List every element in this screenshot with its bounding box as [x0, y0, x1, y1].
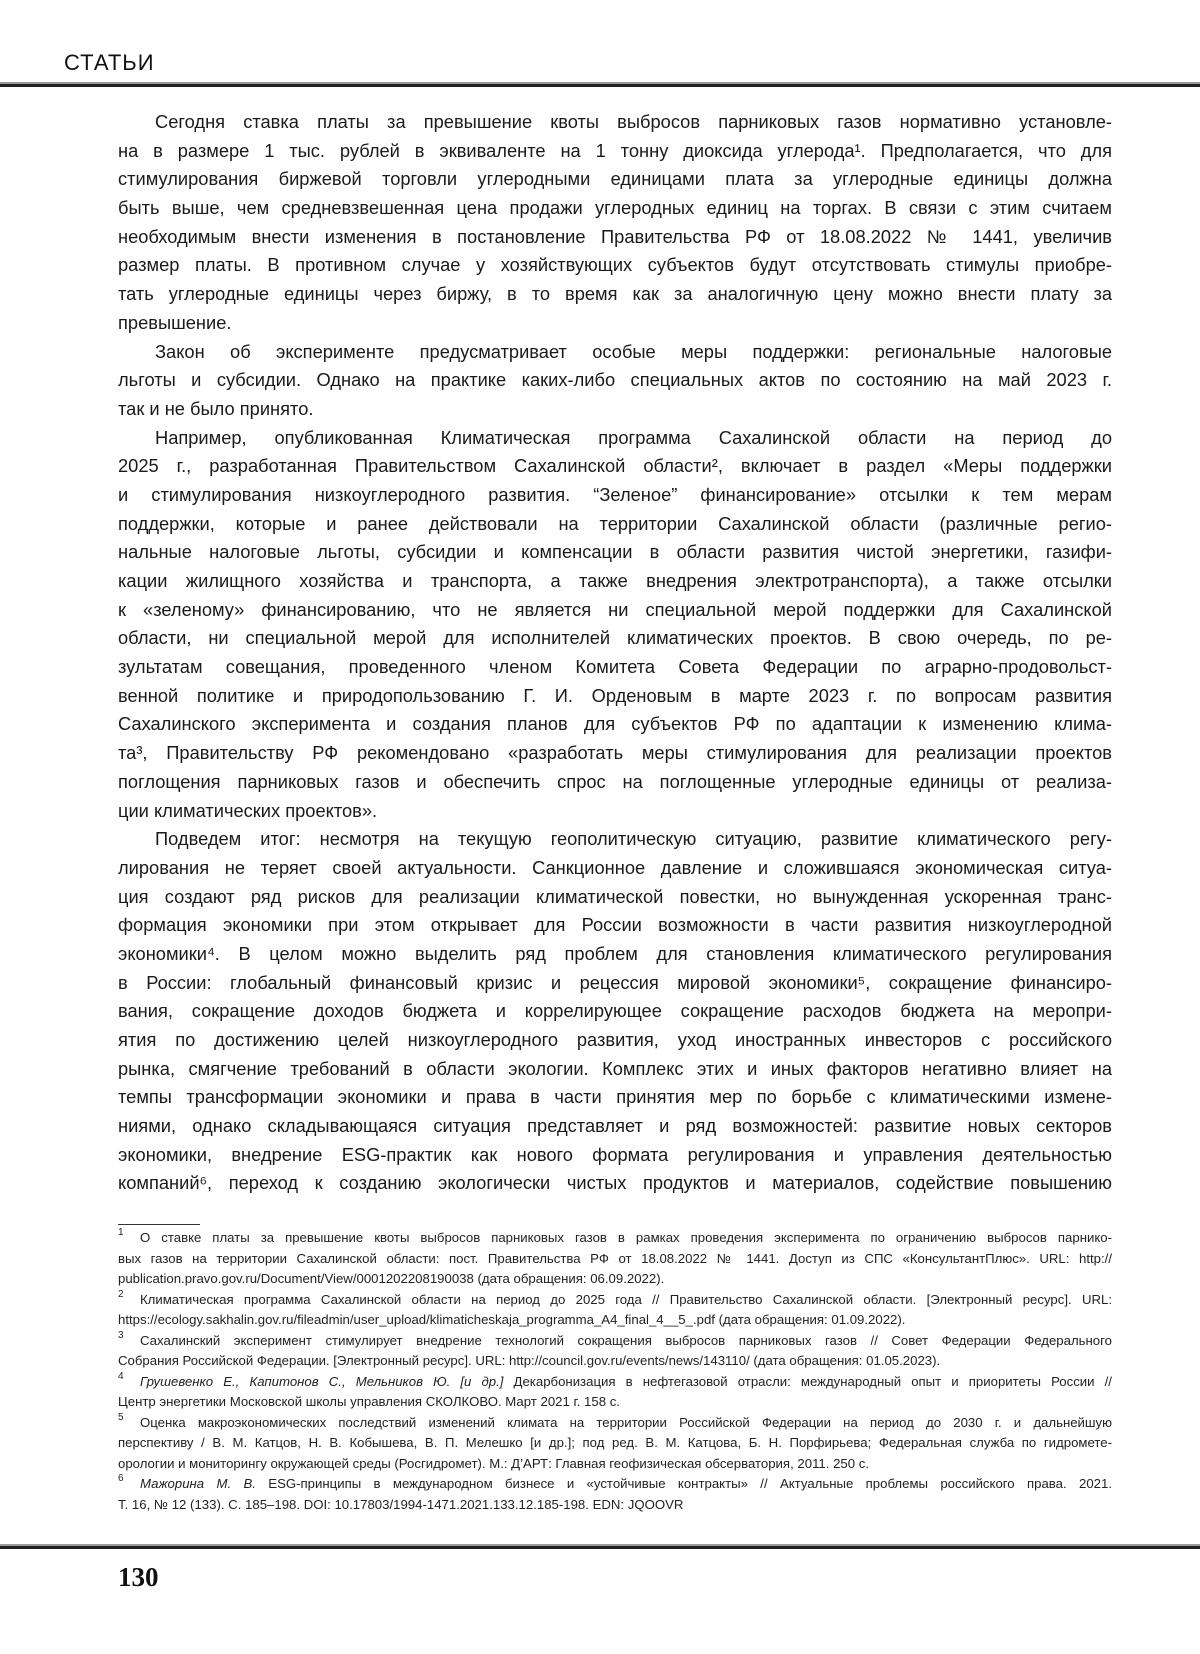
- text-line: поддержки, которые и ранее действовали на территории Сахалинской области (различные регио-: [118, 510, 1112, 539]
- footnote-line: [118, 1372, 1112, 1393]
- text-line: превышение.: [118, 309, 1112, 338]
- text-line: к «зеленому» финансированию, что не является ни специальной мерой поддержки для Сахалинской: [118, 596, 1112, 625]
- text-line: рынка, смягчение требований в области экологии. Комплекс этих и иных факторов негативно влияет на: [118, 1055, 1112, 1084]
- footnote-text: перспективу / В. М. Катцов, Н. В. Кобышева, В. П. Мелешко [и др.]; под ред. В. М. Катцова, Б. Н. Порфирьева; Федеральная служба по гидромете-: [118, 1435, 1112, 1450]
- footnote-line: [118, 1392, 1112, 1413]
- footnote-line: [118, 1249, 1112, 1270]
- footnote-divider: [118, 1224, 200, 1225]
- footnote: [118, 1474, 1112, 1515]
- text-line: Подведем итог: несмотря на текущую геополитическую ситуацию, развитие климатического регу-: [118, 825, 1112, 854]
- text-line: так и не было принято.: [118, 395, 1112, 424]
- text-line: лирования не теряет своей актуальности. Санкционное давление и сложившаяся экономическая ситуа-: [118, 854, 1112, 883]
- paragraph: [118, 108, 1112, 338]
- footnote: [118, 1290, 1112, 1331]
- footnote-line: [118, 1351, 1112, 1372]
- text-line: Закон об эксперименте предусматривает особые меры поддержки: региональные налоговые: [118, 338, 1112, 367]
- footnote-line: [118, 1454, 1112, 1475]
- footnote-text: publication.pravo.gov.ru/Document/View/0001202208190038 (дата обращения: 06.09.2022).: [118, 1271, 664, 1286]
- text-line: Сахалинского эксперимента и создания планов для субъектов РФ по адаптации к изменению клима-: [118, 710, 1112, 739]
- text-line: тать углеродные единицы через биржу, в то время как за аналогичную цену можно внести плату за: [118, 280, 1112, 309]
- footnote-text: Центр энергетики Московской школы управления СКОЛКОВО. Март 2021 г. 158 с.: [118, 1394, 620, 1409]
- text-line: и стимулирования низкоуглеродного развития. “Зеленое” финансирование» отсылки к тем мерам: [118, 481, 1112, 510]
- footnote-line: [118, 1474, 1112, 1495]
- text-line: на в размере 1 тыс. рублей в эквиваленте на 1 тонну диоксида углерода¹. Предполагается, что для: [118, 137, 1112, 166]
- section-header: СТАТЬИ: [64, 50, 155, 76]
- text-line: поглощения парниковых газов и обеспечить спрос на поглощенные углеродные единицы от реализа-: [118, 768, 1112, 797]
- text-line: 2025 г., разработанная Правительством Сахалинской области², включает в раздел «Меры поддержки: [118, 452, 1112, 481]
- paragraph: [118, 338, 1112, 424]
- text-line: размер платы. В противном случае у хозяйствующих субъектов будут отсутствовать стимулы приобре-: [118, 251, 1112, 280]
- footnote-author: Грушевенко Е., Капитонов С., Мельников Ю. [и др.]: [140, 1374, 503, 1389]
- footnote-line: [118, 1269, 1112, 1290]
- footnote-line: [118, 1290, 1112, 1311]
- footnote-line: [118, 1310, 1112, 1331]
- footer-divider: [0, 1544, 1200, 1549]
- text-line: экономики, внедрение ESG-практик как нового формата регулирования и управления деятельностью: [118, 1141, 1112, 1170]
- footnote-line: [118, 1413, 1112, 1434]
- footnote-text: Декарбонизация в нефтегазовой отрасли: международный опыт и приоритеты России //: [503, 1374, 1112, 1389]
- footnote: [118, 1228, 1112, 1290]
- text-line: необходимым внести изменения в постановление Правительства РФ от 18.08.2022 № 1441, увеличив: [118, 223, 1112, 252]
- text-line: венной политике и природопользованию Г. И. Орденовым в марте 2023 г. по вопросам развития: [118, 682, 1112, 711]
- text-line: стимулирования биржевой торговли углеродными единицами плата за углеродные единицы должна: [118, 165, 1112, 194]
- footnote: [118, 1372, 1112, 1413]
- paragraph: [118, 424, 1112, 826]
- footnote-text: Оценка макроэкономических последствий изменений климата на территории Российской Федерации на период до 2030 г. и дальнейшую: [140, 1415, 1112, 1430]
- footnote-number: 2: [118, 1285, 124, 1306]
- footnote-text: вых газов на территории Сахалинской области: пост. Правительства РФ от 18.08.2022 № 1441. Доступ из СПС «КонсультантПлюс». URL: http://: [118, 1251, 1112, 1266]
- footnote-line: [118, 1228, 1112, 1249]
- footnote-number: 3: [118, 1326, 124, 1347]
- text-line: ция создают ряд рисков для реализации климатической повестки, но вынужденная ускоренная транс-: [118, 883, 1112, 912]
- footnote-text: орологии и мониторингу окружающей среды (Росгидромет). М.: Д’АРТ: Главная геофизическая обсерватория, 2011. 250 с.: [118, 1456, 869, 1471]
- text-line: области, ни специальной мерой для исполнителей климатических проектов. В свою очередь, по ре-: [118, 624, 1112, 653]
- footnote: [118, 1413, 1112, 1475]
- footnote-number: 5: [118, 1408, 124, 1429]
- footnote-text: ESG-принципы в международном бизнесе и «устойчивые контракты» // Актуальные проблемы российского права. 2021.: [256, 1476, 1112, 1491]
- footnote-text: Сахалинский эксперимент стимулирует внедрение технологий сокращения выбросов парниковых газов // Совет Федерации Федерального: [140, 1333, 1112, 1348]
- footnote-text: О ставке платы за превышение квоты выбросов парниковых газов в рамках проведения эксперимента по ограничению выбросов парнико-: [140, 1230, 1112, 1245]
- article-body: [118, 108, 1112, 1198]
- footnote-line: [118, 1433, 1112, 1454]
- text-line: формация экономики при этом открывает для России возможности в части развития низкоуглеродной: [118, 911, 1112, 940]
- text-line: вания, сокращение доходов бюджета и коррелирующее сокращение расходов бюджета на меропри-: [118, 997, 1112, 1026]
- header-divider: [0, 82, 1200, 87]
- footnote-text: Климатическая программа Сахалинской области на период до 2025 года // Правительство Сахалинской области. [Электронный ресурс]. URL:: [140, 1292, 1112, 1307]
- page-number: 130: [118, 1562, 159, 1593]
- text-line: ятия по достижению целей низкоуглеродного развития, уход иностранных инвесторов с российского: [118, 1026, 1112, 1055]
- footnote-number: 1: [118, 1223, 124, 1244]
- text-line: Сегодня ставка платы за превышение квоты выбросов парниковых газов нормативно установле-: [118, 108, 1112, 137]
- text-line: льготы и субсидии. Однако на практике каких-либо специальных актов по состоянию на май 2023 г.: [118, 366, 1112, 395]
- footnote: [118, 1331, 1112, 1372]
- footnote-text: Собрания Российской Федерации. [Электронный ресурс]. URL: http://council.gov.ru/events/news/143110/ (дата обращения: 01.05.2023).: [118, 1353, 940, 1368]
- text-line: ции климатических проектов».: [118, 797, 1112, 826]
- footnote-line: [118, 1495, 1112, 1516]
- footnote-number: 6: [118, 1469, 124, 1490]
- footnotes: [118, 1228, 1112, 1515]
- footnote-number: 4: [118, 1367, 124, 1388]
- footnote-text: https://ecology.sakhalin.gov.ru/fileadmin/user_upload/klimaticheskaja_programma_A4_final_4__5_.pdf (дата обращения: 01.09.2022).: [118, 1312, 905, 1327]
- text-line: экономики⁴. В целом можно выделить ряд проблем для становления климатического регулирования: [118, 940, 1112, 969]
- footnote-text: Т. 16, № 12 (133). С. 185–198. DOI: 10.17803/1994-1471.2021.133.12.185-198. EDN: JQOOVR: [118, 1497, 683, 1512]
- text-line: темпы трансформации экономики и права в части принятия мер по борьбе с климатическими измене-: [118, 1083, 1112, 1112]
- text-line: нальные налоговые льготы, субсидии и компенсации в области развития чистой энергетики, газифи-: [118, 538, 1112, 567]
- text-line: компаний⁶, переход к созданию экологически чистых продуктов и материалов, содействие повышению: [118, 1169, 1112, 1198]
- text-line: в России: глобальный финансовый кризис и рецессия мировой экономики⁵, сокращение финансиро-: [118, 969, 1112, 998]
- footnote-author: Мажорина М. В.: [140, 1476, 256, 1491]
- text-line: зультатам совещания, проведенного членом Комитета Совета Федерации по аграрно-продовольст-: [118, 653, 1112, 682]
- paragraph: [118, 825, 1112, 1198]
- text-line: быть выше, чем средневзвешенная цена продажи углеродных единиц на торгах. В связи с этим считаем: [118, 194, 1112, 223]
- text-line: та³, Правительству РФ рекомендовано «разработать меры стимулирования для реализации проектов: [118, 739, 1112, 768]
- text-line: Например, опубликованная Климатическая программа Сахалинской области на период до: [118, 424, 1112, 453]
- footnote-line: [118, 1331, 1112, 1352]
- text-line: ниями, однако складывающаяся ситуация представляет и ряд возможностей: развитие новых секторов: [118, 1112, 1112, 1141]
- text-line: кации жилищного хозяйства и транспорта, а также внедрения электротранспорта), а также отсылки: [118, 567, 1112, 596]
